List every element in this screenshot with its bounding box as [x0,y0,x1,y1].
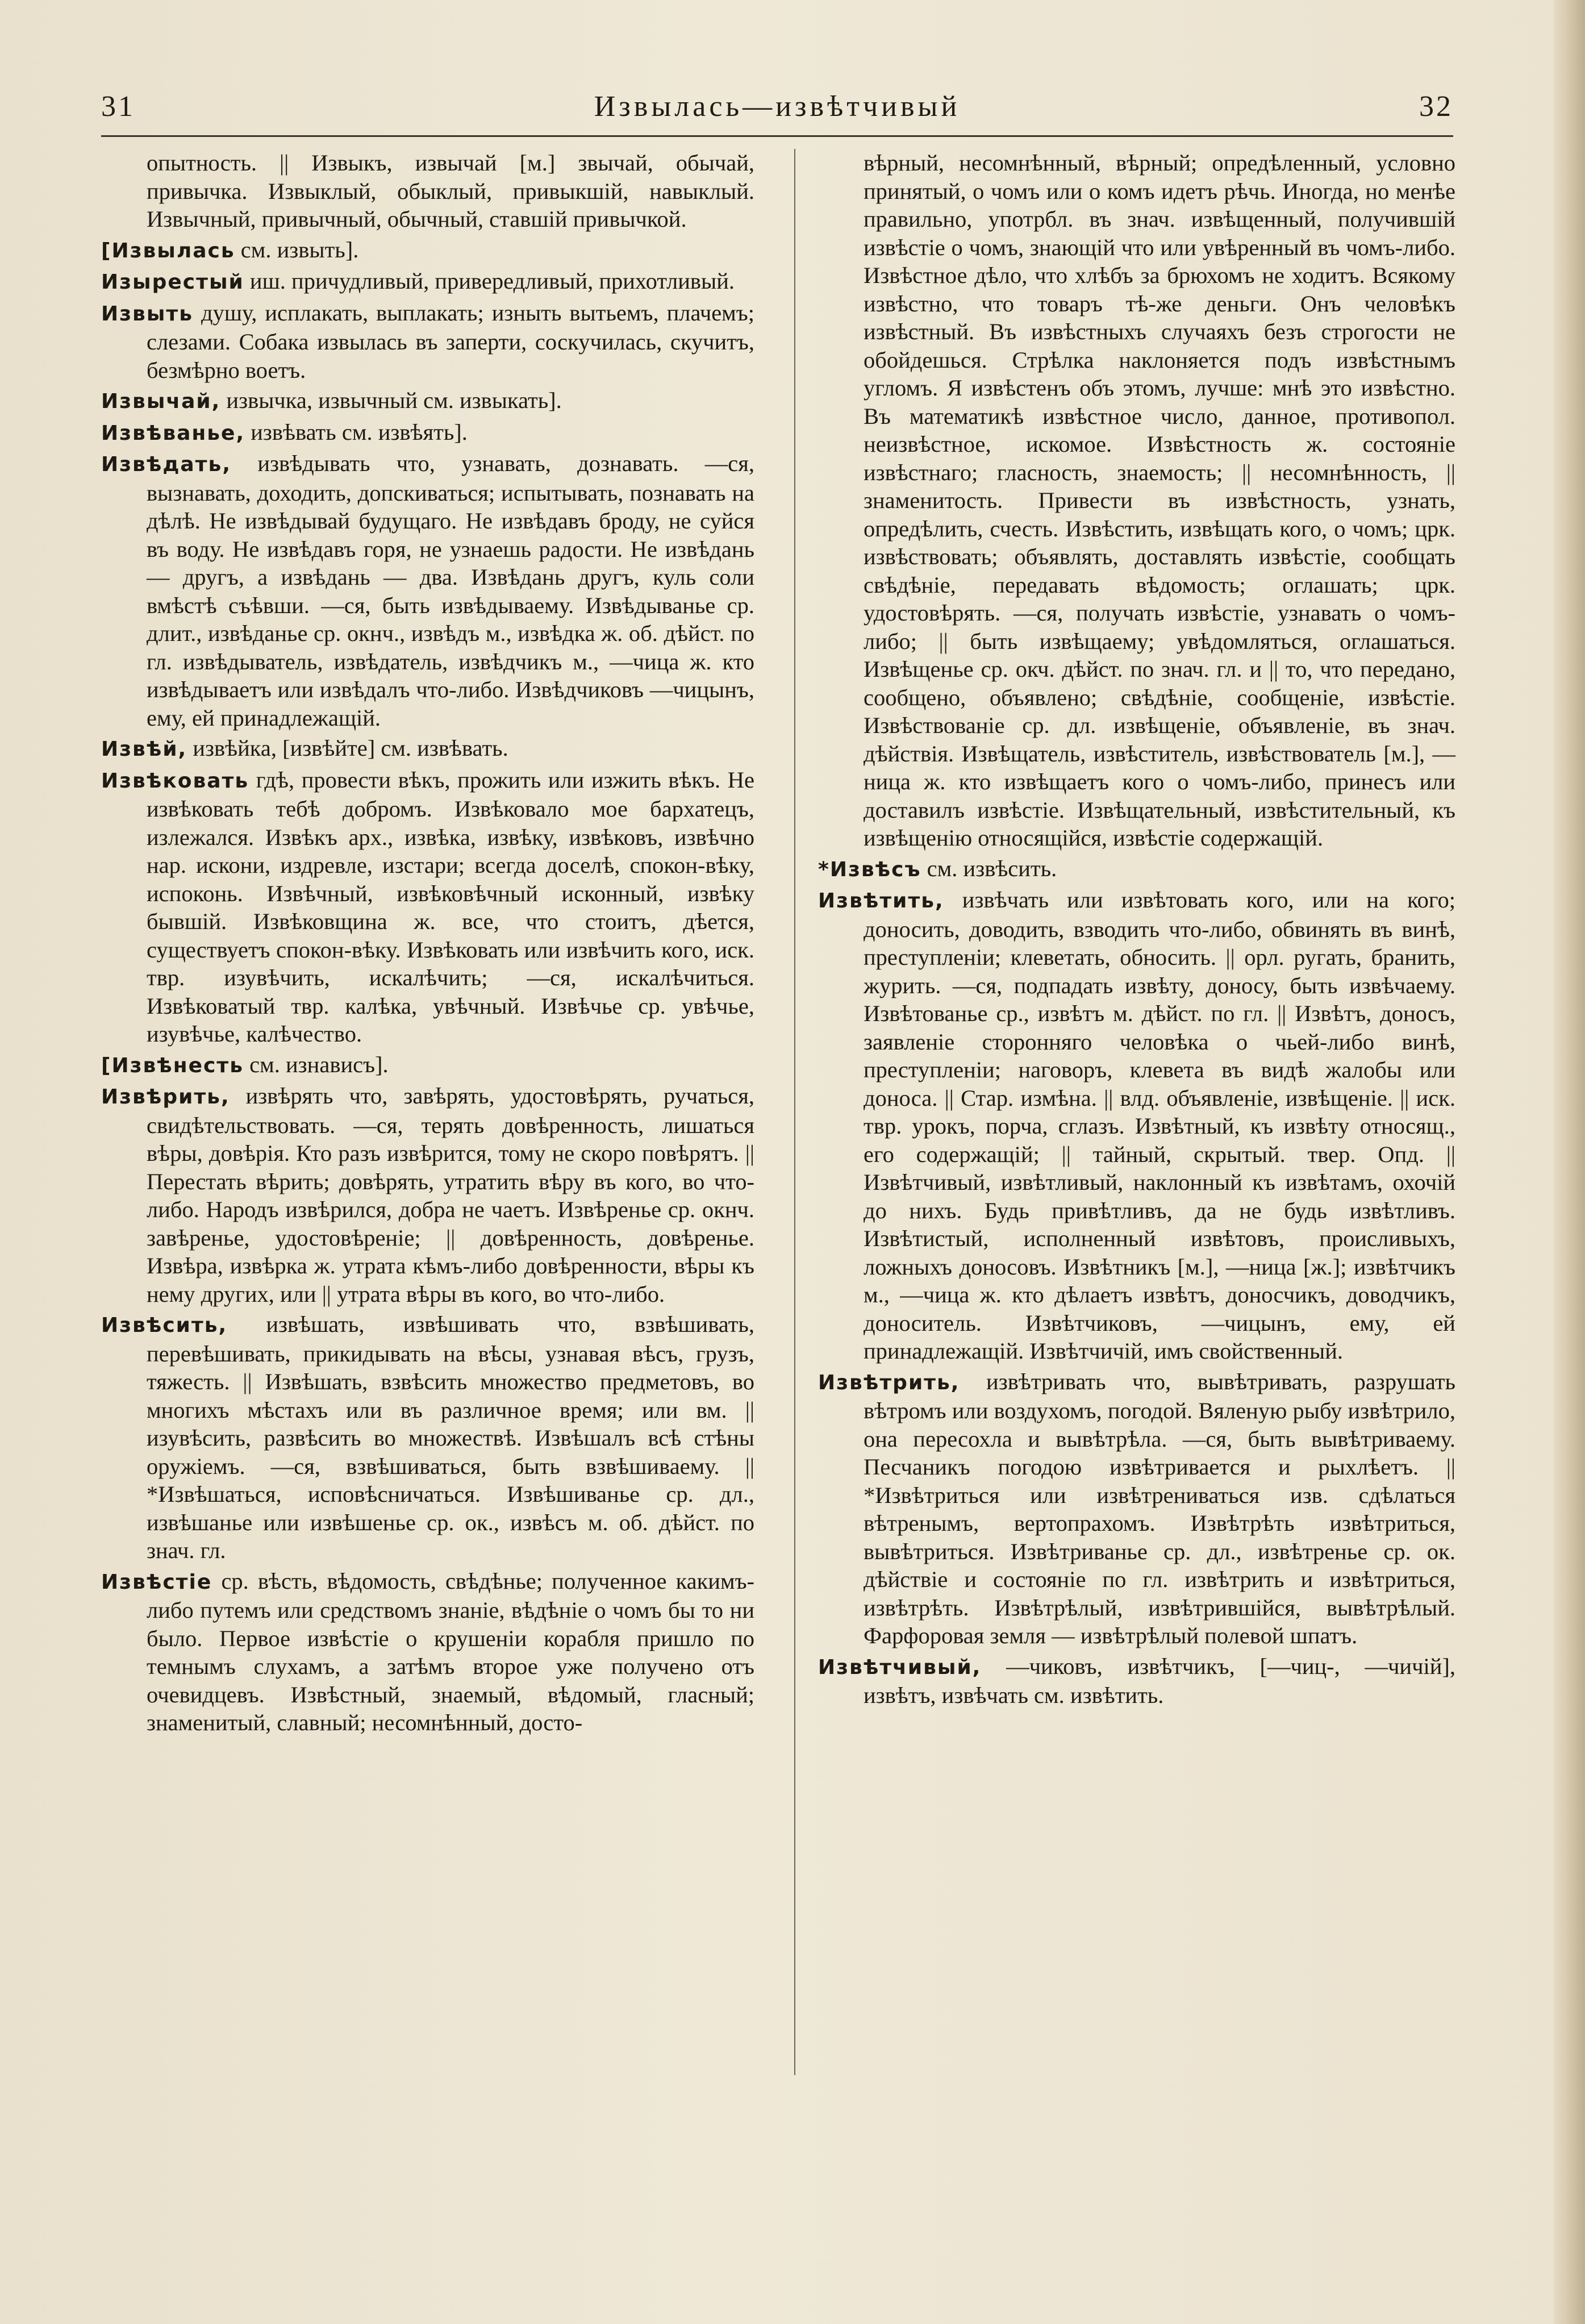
page-number-left: 31 [101,90,135,123]
entry-headword: Извѣстіе [101,1570,212,1594]
dictionary-entry [101,1567,754,1737]
dictionary-entry [818,149,1455,852]
running-header [101,90,1453,130]
entry-text: извычка, извычный см. извыкать]. [226,388,562,413]
entry-text: см. изнависъ]. [249,1051,389,1077]
entry-headword: Извѣсить, [101,1314,228,1337]
dictionary-entry [818,1652,1455,1710]
entry-text: извѣдывать что, узнавать, дознавать. —ся, вызнавать, доходить, допскиваться; испытывать, познавать на дѣлѣ. Не извѣдывай будущаго. Не извѣдавъ броду, не суйся въ воду. Не извѣдавъ горя, не узнаешь радости. Не извѣдань — другъ, а извѣдань — два. Извѣдань другъ, куль соли вмѣстѣ съѣвши. —ся, быть извѣдываему. Извѣдыванье ср. длит., извѣданье ср. окнч., извѣдъ м., извѣдка ж. об. дѣйст. по гл. извѣдыватель, извѣдатель, извѣдчикъ м., —чица ж. кто извѣдываетъ или извѣдалъ что-либо. Извѣдчиковъ —чицынъ, ему, ей принадлежащій. [147,451,754,731]
header-title: Извылась—извѣтчивый [594,90,961,123]
entry-text: извѣшать, извѣшивать что, взвѣшивать, перевѣшивать, прикидывать на вѣсы, узнавая вѣсъ, грузъ, тяжесть. || Извѣшать, взвѣсить множество предметовъ, во многихъ мѣстахъ или въ различное время; или вм. || изувѣсить, развѣсить во множествѣ. Извѣшалъ всѣ стѣны оружіемъ. —ся, взвѣшиваться, быть взвѣшиваему. || *Извѣшаться, исповѣсничаться. Извѣшиванье ср. дл., извѣшанье или извѣшенье ср. ок., извѣсъ м. об. дѣйст. по знач. гл. [147,1311,755,1563]
entry-text: извѣйка, [извѣйте] см. извѣвать. [193,735,508,761]
dictionary-entry [101,236,754,265]
entry-headword: Изырестый [101,270,244,294]
entry-text: опытность. || Извыкъ, извычай [м.] звычай, обычай, привычка. Извыклый, обыклый, привыкшій, навыклый. Извычный, привычный, обычный, ставшій привычкой. [147,150,754,232]
entry-text: гдѣ, провести вѣкъ, прожить или изжить вѣкъ. Не извѣковать тебѣ добромъ. Извѣковало мое бархатецъ, излежался. Извѣкъ арх., извѣка, извѣку, извѣковъ, извѣчно нар. искони, издревле, изстари; всегда доселѣ, спокон-вѣку, испоконь. Извѣчный, извѣковѣчный исконный, извѣку бывшій. Извѣковщина ж. все, что стоитъ, дѣется, существуетъ спокон-вѣку. Извѣковать или извѣчить кого, иск. твр. изувѣчить, искалѣчить; —ся, искалѣчиться. Извѣковатый твр. калѣка, увѣчный. Извѣчье ср. увѣчье, изувѣчье, калѣчество. [147,767,754,1047]
left-column [101,149,754,1739]
entry-headword: Извѣтчивый, [818,1655,982,1679]
entry-headword: Извѣй, [101,738,187,761]
entry-headword: Извычай, [101,390,221,413]
entry-text: иш. причудливый, привередливый, прихотливый. [249,268,735,294]
entry-headword: *Извѣсъ [818,857,921,881]
dictionary-entry [101,418,754,448]
entry-text: извѣчать или извѣтовать кого, или на кого; доносить, доводить, взводить что-либо, обвинять въ винѣ, преступленіи; клеветать, обносить. || орл. ругать, бранить, журить. —ся, подпадать извѣту, доносу, быть извѣчаему. Извѣтованье ср., извѣтъ м. дѣйст. по гл. || Извѣтъ, доносъ, заявленіе сторонняго человѣка о чьей-либо винѣ, преступленіи; наговоръ, клевета въ видѣ жалобы или доноса. || Стар. измѣна. || влд. объявленіе, извѣщеніе. || иск. твр. урокъ, порча, сглазъ. Извѣтный, къ извѣту относящ., его содержащій; || тайный, скрытый. твер. Опд. || Извѣтчивый, извѣтливый, наклонный къ извѣтамъ, охочій до нихъ. Будь привѣтливъ, да не будь извѣтливъ. Извѣтистый, исполненный извѣтовъ, происливыхъ, ложныхъ доносовъ. Извѣтникъ [м.], —ница [ж.]; извѣтчикъ м., —чица ж. кто дѣлаетъ извѣтъ, доносчикъ, доводчикъ, доноситель. Извѣтчиковъ, —чицынъ, ему, ей принадлежащій. Извѣтчичій, имъ свойственный. [864,887,1455,1364]
entry-headword: Извѣдать, [101,453,231,476]
entry-text: извѣвать см. извѣять]. [251,419,468,445]
right-column [818,149,1455,1712]
dictionary-entry [101,386,754,416]
book-edge [1554,0,1585,2324]
dictionary-entry [101,1082,754,1308]
entry-headword: Извѣтрить, [818,1371,960,1394]
dictionary-entry [101,734,754,764]
dictionary-entry [101,449,754,732]
dictionary-entry [101,766,754,1048]
entry-headword: Извѣтить, [818,889,944,913]
dictionary-entry [101,1051,754,1080]
entry-headword: Извѣрить, [101,1085,230,1109]
dictionary-entry [818,886,1455,1365]
entry-text: ср. вѣсть, вѣдомость, свѣдѣнье; полученное какимъ-либо путемъ или средствомъ знаніе, вѣдѣніе о чомъ бы то ни было. Первое извѣстіе о крушеніи корабля пришло по темнымъ слухамъ, а затѣмъ второе уже получено отъ очевидцевъ. Извѣстный, знаемый, вѣдомый, гласный; знаменитый, славный; несомнѣнный, досто- [147,1568,755,1735]
entry-headword: Извыть [101,302,194,326]
entry-text: см. извѣсить. [927,855,1057,881]
entry-headword: [Извѣнесть [101,1053,244,1077]
entry-text: душу, исплакать, выплакать; изныть вытьемъ, плачемъ; слезами. Собака извылась въ заперти, соскучилась, скучитъ, безмѣрно воетъ. [147,299,754,383]
header-rule [101,135,1453,137]
entry-text: вѣрный, несомнѣнный, вѣрный; опредѣленный, условно принятый, о чомъ или о комъ идетъ рѣчь. Иногда, но менѣе правильно, употрбл. въ знач. извѣщенный, получившій извѣстіе о чомъ, знающій что или увѣренный въ чомъ-либо. Извѣстное дѣло, что хлѣбъ за брюхомъ не ходитъ. Всякому извѣстно, что товаръ тѣ-же деньги. Онъ человѣкъ извѣстный. Въ извѣстныхъ случаяхъ безъ строгости не обойдешься. Стрѣлка наклоняется подъ извѣстнымъ угломъ. Я извѣстенъ объ этомъ, лучше: мнѣ это извѣстно. Въ математикѣ извѣстное число, данное, противопол. неизвѣстное, искомое. Извѣстность ж. состояніе извѣстнаго; гласность, знаемость; || несомнѣнность, || знаменитость. Привести въ извѣстность, узнать, опредѣлить, счесть. Извѣстить, извѣщать кого, о чомъ; црк. извѣствовать; объявлять, доставлять извѣстіе, сообщать свѣдѣніе, передавать вѣдомость; оглашать; црк. удостовѣрять. —ся, получать извѣстіе, узнавать о чомъ-либо; || быть извѣщаему; увѣдомляться, оглашаться. Извѣщенье ср. окч. дѣйст. по знач. гл. и || то, что передано, сообщено, объявлено; свѣдѣніе, сообщеніе, извѣстіе. Извѣствованіе ср. дл. извѣщеніе, объявленіе, въ знач. дѣйствія. Извѣщатель, извѣститель, извѣствователь [м.], —ница ж. кто извѣщаетъ кого о чомъ-либо, принесъ или доставилъ извѣстіе. Извѣщательный, извѣстительный, къ извѣщенію относящійся, извѣстіе содержащій. [864,150,1455,851]
entry-headword: Извѣковать [101,769,249,793]
dictionary-entry [818,1368,1455,1650]
dictionary-entry [101,299,754,385]
entry-headword: Извѣванье, [101,421,245,445]
page-number-right: 32 [1419,90,1453,123]
dictionary-entry [101,149,754,234]
dictionary-entry [101,267,754,297]
entry-text: извѣрять что, завѣрять, удостовѣрять, ручаться, свидѣтельствовать. —ся, терять довѣренность, лишаться вѣры, довѣрія. Кто разъ извѣрится, тому не скоро повѣрятъ. || Перестать вѣрить; довѣрять, утратить вѣру въ кого, во что-либо. Народъ извѣрился, добра не чаетъ. Извѣренье ср. окнч. завѣренье, удостовѣреніе; || довѣренность, довѣренье. Извѣра, извѣрка ж. утрата кѣмъ-либо довѣренности, вѣры къ нему других, или || утрата вѣры въ кого, во что-либо. [147,1083,755,1307]
column-divider [794,149,795,2075]
dictionary-entry [818,855,1455,884]
dictionary-entry [101,1310,754,1565]
entry-text: извѣтривать что, вывѣтривать, разрушать вѣтромъ или воздухомъ, погодой. Вяленую рыбу извѣтрило, она пересохла и вывѣтрѣла. —ся, быть вывѣтриваему. Песчаникъ погодою извѣтривается и рыхлѣетъ. || *Извѣтриться или извѣтрениваться изв. сдѣлаться вѣтренымъ, вертопрахомъ. Извѣтрѣть извѣтриться, вывѣтриться. Извѣтриванье ср. дл., извѣтренье ср. ок. дѣйствіе и состояніе по гл. извѣтрить и извѣтриться, извѣтрѣть. Извѣтрѣлый, извѣтрившійся, вывѣтрѣлый. Фарфоровая земля — извѣтрѣлый полевой шпатъ. [864,1368,1455,1648]
entry-text: см. извыть]. [240,236,359,263]
entry-headword: [Извылась [101,239,235,263]
entry-text: —чиковъ, извѣтчикъ, [—чиц-, —чичій], извѣтъ, извѣчать см. извѣтить. [864,1653,1455,1708]
